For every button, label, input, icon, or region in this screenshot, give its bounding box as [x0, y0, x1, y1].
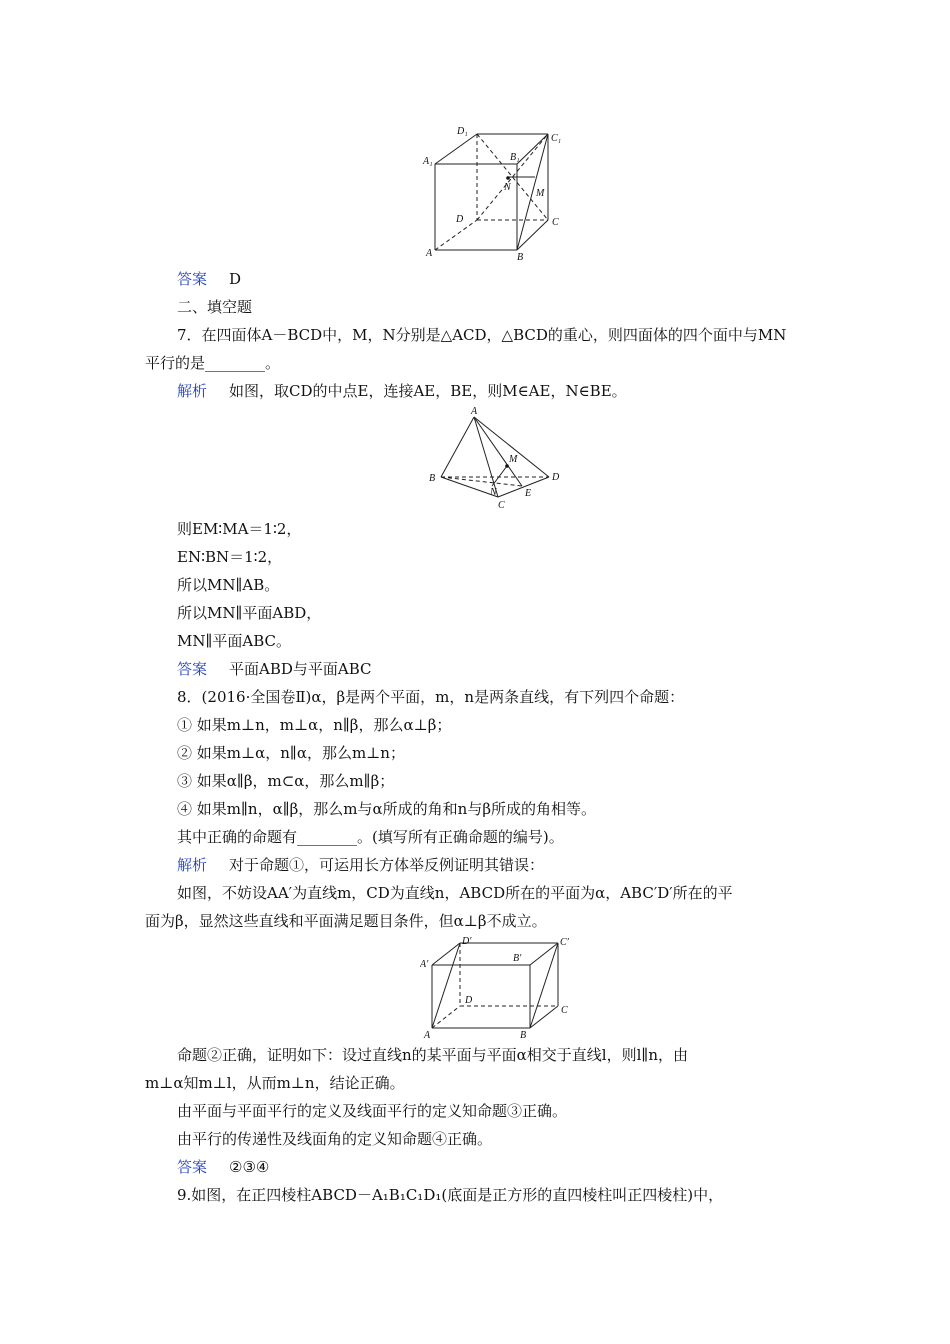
- label-c: C: [498, 500, 505, 510]
- section-fill-title: 二、填空题: [177, 298, 253, 316]
- label-b-prime: B′: [513, 953, 522, 964]
- cube-figure: [420, 122, 570, 262]
- label-c-prime: C′: [560, 937, 569, 948]
- q8-analysis-text: 对于命题①，可运用长方体举反例证明其错误：: [229, 856, 545, 874]
- q8-answer-label: 答案: [177, 1158, 208, 1176]
- label-n: N: [504, 182, 511, 193]
- q7-analysis-text: 如图，取CD的中点E，连接AE，BE，则M∈AE，N∈BE。: [229, 382, 627, 400]
- label-d1: D₁: [457, 126, 468, 137]
- label-e: E: [525, 488, 532, 499]
- q7-line2: 平行的是________。: [145, 354, 281, 372]
- label-n: N: [490, 487, 497, 498]
- q8-prop3-proof: 由平面与平面平行的定义及线面平行的定义知命题③正确。: [177, 1102, 568, 1120]
- q8-prop2-proof-2: m⊥α知m⊥l，从而m⊥n，结论正确。: [145, 1074, 405, 1092]
- label-d-prime: D′: [462, 936, 472, 947]
- label-c: C: [552, 217, 559, 228]
- label-b1: B₁: [510, 152, 520, 163]
- label-a: A: [471, 406, 478, 417]
- q8-prop2-proof-1: 命题②正确，证明如下：设过直线n的某平面与平面α相交于直线l，则l∥n，由: [177, 1046, 688, 1064]
- answer6-label: 答案: [177, 270, 208, 288]
- label-c: C: [561, 1005, 568, 1016]
- answer6-text: D: [229, 270, 242, 288]
- prism-figure: [420, 935, 580, 1040]
- q7-step-5: MN∥平面ABC。: [177, 632, 292, 650]
- label-a1: A₁: [423, 156, 433, 167]
- q8-explain-1: 如图，不妨设AA′为直线m，CD为直线n，ABCD所在的平面为α，ABC′D′所在的平: [177, 884, 733, 902]
- tetrahedron-figure: [428, 405, 568, 510]
- label-d: D: [465, 995, 473, 1006]
- q9-line1: 9.如图，在正四棱柱ABCD－A₁B₁C₁D₁(底面是正方形的直四棱柱叫正四棱柱)中，: [177, 1186, 724, 1204]
- label-b: B: [429, 473, 436, 484]
- label-a-prime: A′: [420, 959, 429, 970]
- q8-prop-2: ② 如果m⊥α，n∥α，那么m⊥n；: [177, 744, 405, 762]
- q8-prop-1: ① 如果m⊥n，m⊥α，n∥β，那么α⊥β；: [177, 716, 452, 734]
- q8-prop-3: ③ 如果α∥β，m⊂α，那么m∥β；: [177, 772, 395, 790]
- q7-answer-label: 答案: [177, 660, 208, 678]
- label-a: A: [426, 248, 433, 259]
- q8-answer-text: ②③④: [229, 1158, 270, 1176]
- q8-prop-4: ④ 如果m∥n，α∥β，那么m与α所成的角和n与β所成的角相等。: [177, 800, 596, 818]
- label-m: M: [509, 454, 518, 465]
- q7-analysis-label: 解析: [177, 382, 208, 400]
- q7-step-4: 所以MN∥平面ABD，: [177, 604, 322, 622]
- q7-answer-text: 平面ABD与平面ABC: [229, 660, 372, 678]
- label-b: B: [517, 252, 524, 262]
- label-d: D: [552, 472, 560, 483]
- label-d: D: [456, 214, 464, 225]
- q8-explain-2: 面为β，显然这些直线和平面满足题目条件，但α⊥β不成立。: [145, 912, 547, 930]
- q7-step-3: 所以MN∥AB。: [177, 576, 280, 594]
- q8-line1: 8．(2016·全国卷Ⅱ)α，β是两个平面，m，n是两条直线，有下列四个命题：: [177, 688, 685, 706]
- q7-line1: 7．在四面体A－BCD中，M，N分别是△ACD，△BCD的重心，则四面体的四个面中与MN: [177, 326, 787, 344]
- q8-ask: 其中正确的命题有________。(填写所有正确命题的编号)。: [177, 828, 564, 846]
- q7-step-2: EN∶BN＝1∶2，: [177, 548, 283, 566]
- label-c1: C₁: [551, 133, 562, 144]
- label-b: B: [520, 1030, 527, 1040]
- label-a: A: [424, 1030, 431, 1040]
- q7-step-1: 则EM∶MA＝1∶2，: [177, 520, 302, 538]
- q8-analysis-label: 解析: [177, 856, 208, 874]
- label-m: M: [536, 188, 545, 199]
- q8-prop4-proof: 由平行的传递性及线面角的定义知命题④正确。: [177, 1130, 493, 1148]
